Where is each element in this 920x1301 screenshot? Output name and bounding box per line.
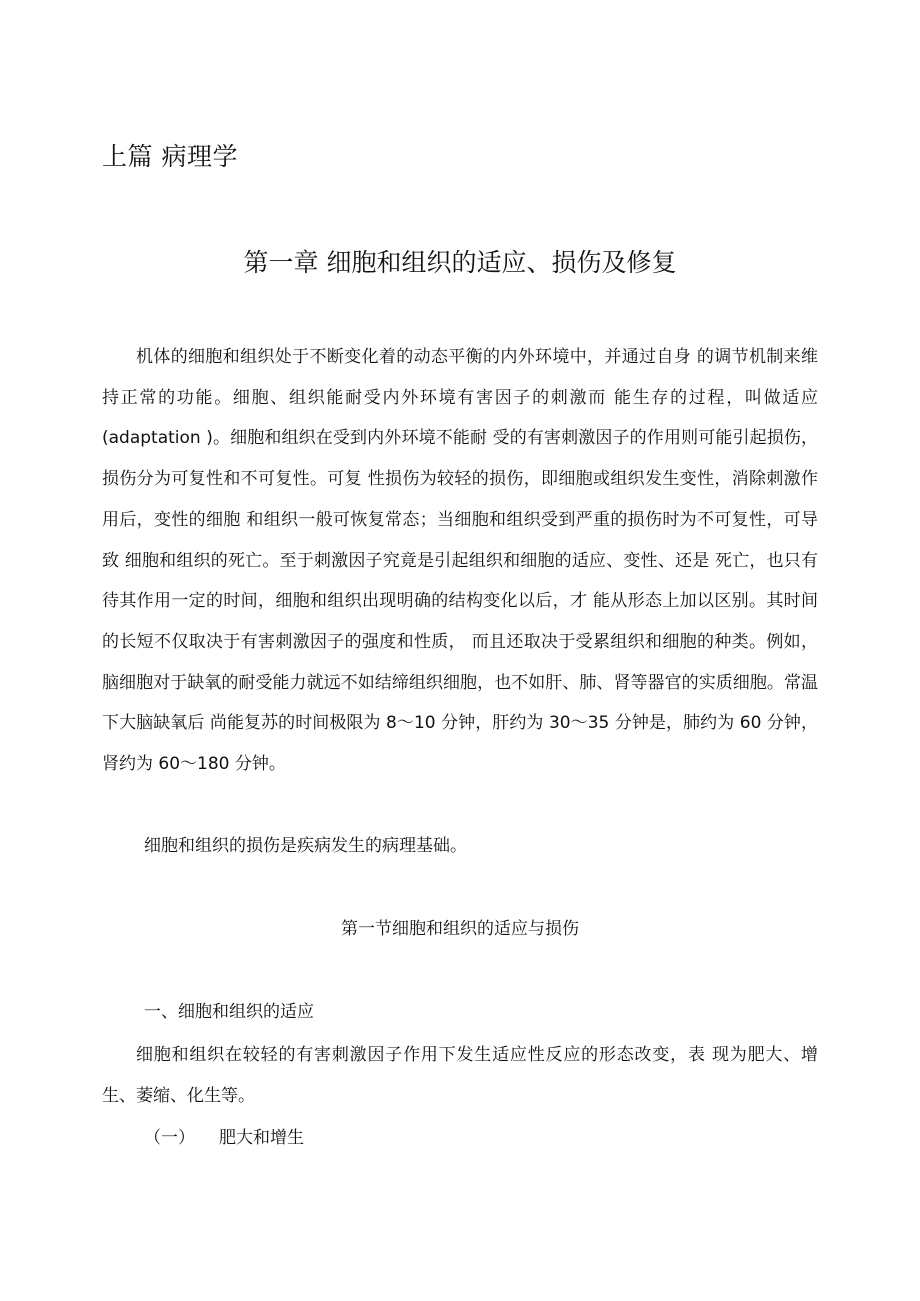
part-title: 上篇 病理学 [102,142,238,171]
intro-paragraph-block [102,337,818,785]
list-item-label: 肥大和增生 [219,1128,304,1148]
section-title: 第一节细胞和组织的适应与损伤 [341,919,579,939]
summary-sentence: 细胞和组织的损伤是疾病发生的病理基础。 [144,836,467,856]
adaptation-paragraph-block [102,1035,818,1116]
adaptation-paragraph: 细胞和组织在较轻的有害刺激因子作用下发生适应性反应的形态改变，表 现为肥大、增生、萎缩、化生等。 [102,1045,818,1106]
list-item-number: （一） [144,1128,195,1148]
list-item-heading [144,1123,304,1148]
chapter-title: 第一章 细胞和组织的适应、损伤及修复 [243,248,677,277]
subsection-title: 一、细胞和组织的适应 [144,1002,314,1022]
intro-paragraph: 机体的细胞和组织处于不断变化着的动态平衡的内外环境中，并通过自身 的调节机制来维持正常的功能。细胞、组织能耐受内外环境有害因子的刺激而 能生存的过程，叫做适应(adaptation )。细胞和组织在受到内外环境不能耐 受的有害刺激因子的作用则可能引起损伤，损伤分为可复性和不可复性。可复 性损伤为较轻的损伤，即细胞或组织发生变性，消除刺激作用后，变性的细胞 和组织一般可恢复常态；当细胞和组织受到严重的损伤时为不可复性，可导致 细胞和组织的死亡。至于刺激因子究竟是引起组织和细胞的适应、变性、还是 死亡，也只有待其作用一定的时间，细胞和组织出现明确的结构变化以后，才 能从形态上加以区别。其时间的长短不仅取决于有害刺激因子的强度和性质， 而且还取决于受累组织和细胞的种类。例如，脑细胞对于缺氧的耐受能力就远不如结缔组织细胞，也不如肝、肺、肾等器官的实质细胞。常温下大脑缺氧后 尚能复苏的时间极限为 8〜10 分钟，肝约为 30〜35 分钟是，肺约为 60 分钟，肾约为 60〜180 分钟。 [102,347,818,775]
